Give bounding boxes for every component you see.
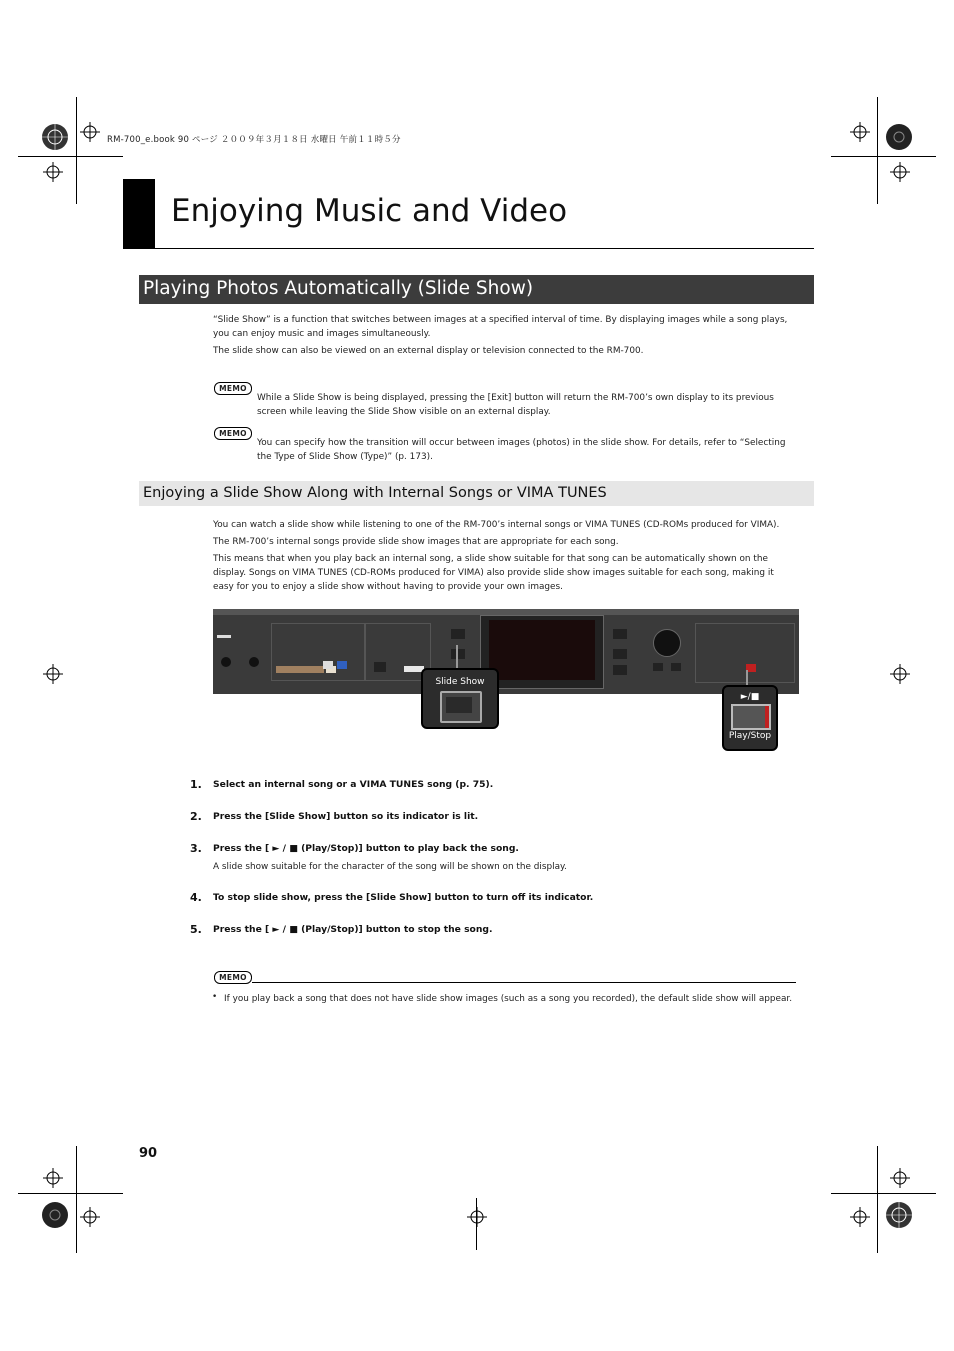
panel-label-mark bbox=[217, 635, 231, 638]
panel-button bbox=[671, 663, 681, 671]
crop-mark bbox=[831, 1193, 936, 1194]
slide-show-label: Slide Show bbox=[435, 677, 485, 687]
panel-button bbox=[613, 629, 627, 639]
bullet: • bbox=[212, 992, 218, 1002]
panel-button bbox=[613, 665, 627, 675]
crop-mark bbox=[76, 1146, 77, 1253]
step-number: 5. bbox=[190, 923, 202, 936]
crosshair-icon bbox=[890, 664, 910, 684]
dial-icon bbox=[653, 629, 681, 657]
page-number: 90 bbox=[139, 1146, 158, 1161]
registration-target-icon bbox=[884, 122, 914, 152]
play-stop-button bbox=[731, 704, 771, 730]
panel-button-blue bbox=[337, 661, 347, 669]
intro-paragraph: The slide show can also be viewed on an external display or television connected to the RM-700. bbox=[213, 346, 644, 356]
crosshair-icon bbox=[890, 162, 910, 182]
slide-show-button bbox=[440, 691, 482, 723]
play-stop-indicator bbox=[765, 706, 769, 728]
sub-paragraph: You can watch a slide show while listening to one of the RM-700’s internal songs or VIMA TUNES (CD-ROMs produced for VIMA). bbox=[213, 520, 780, 530]
registration-target-icon bbox=[40, 1200, 70, 1230]
registration-target-icon bbox=[40, 122, 70, 152]
play-stop-symbol: ►/■ bbox=[740, 692, 760, 702]
panel-button bbox=[451, 629, 465, 639]
chapter-title: Enjoying Music and Video bbox=[171, 193, 568, 229]
memo-text: You can specify how the transition will occur between images (photos) in the slide show. For details, refer to “Selecting the Type of Slide Show (Type)” (p. 173). bbox=[257, 438, 786, 462]
crosshair-icon bbox=[80, 1207, 100, 1227]
memo-badge: MEMO bbox=[214, 382, 252, 395]
crop-mark bbox=[76, 97, 77, 204]
step-number: 1. bbox=[190, 778, 202, 791]
step-text: Select an internal song or a VIMA TUNES song (p. 75). bbox=[213, 779, 494, 790]
crop-mark bbox=[18, 1193, 123, 1194]
crosshair-icon bbox=[890, 1168, 910, 1188]
intro-paragraph: “Slide Show” is a function that switches between images at a specified interval of time. By displaying images while a song plays, you can enjoy music and images simultaneously. bbox=[213, 315, 788, 339]
title-rule bbox=[123, 248, 814, 249]
step-number: 4. bbox=[190, 891, 202, 904]
crosshair-icon bbox=[43, 1168, 63, 1188]
crop-mark bbox=[18, 156, 123, 157]
memo-rule bbox=[252, 982, 796, 983]
step-text: Press the [ ► / ■ (Play/Stop)] button to stop the song. bbox=[213, 924, 493, 935]
crop-mark bbox=[877, 1146, 878, 1253]
panel-button bbox=[323, 661, 333, 669]
knob-icon bbox=[221, 657, 231, 667]
crosshair-icon bbox=[850, 122, 870, 142]
step-note: A slide show suitable for the character of the song will be shown on the display. bbox=[213, 862, 567, 872]
slide-show-button-face bbox=[446, 697, 472, 713]
play-stop-label: Play/Stop bbox=[728, 731, 772, 741]
variation-section bbox=[271, 623, 365, 681]
crosshair-icon bbox=[43, 664, 63, 684]
subsection-title: Enjoying a Slide Show Along with Internal Songs or VIMA TUNES bbox=[143, 485, 607, 501]
step-text: Press the [Slide Show] button so its indicator is lit. bbox=[213, 811, 479, 822]
sub-paragraph: This means that when you play back an internal song, a slide show suitable for that song can be automatically shown on the display. Songs on VIMA TUNES (CD-ROMs produced for VIMA) also provide slide show images suitable for each song, making it easy for you to enjoy a slide show without having to provide your own images. bbox=[213, 554, 774, 592]
panel-button bbox=[653, 663, 663, 671]
crop-mark bbox=[476, 1198, 477, 1250]
crop-mark bbox=[831, 156, 936, 157]
section-title: Playing Photos Automatically (Slide Show) bbox=[143, 278, 534, 299]
step-number: 2. bbox=[190, 810, 202, 823]
file-header: RM-700_e.book 90 ページ ２００９年３月１８日 水曜日 午前１１時５分 bbox=[107, 135, 401, 145]
chapter-marker bbox=[123, 179, 155, 249]
rm700-control-panel bbox=[213, 609, 799, 694]
memo-badge: MEMO bbox=[214, 427, 252, 440]
registration-target-icon bbox=[884, 1200, 914, 1230]
crop-mark bbox=[877, 97, 878, 204]
panel-button bbox=[374, 662, 386, 672]
knob-icon bbox=[249, 657, 259, 667]
variation-buttons bbox=[276, 666, 324, 673]
sub-paragraph: The RM-700’s internal songs provide slide show images that are appropriate for each song. bbox=[213, 537, 619, 547]
display-screen bbox=[489, 620, 595, 680]
crosshair-icon bbox=[80, 122, 100, 142]
crosshair-icon bbox=[43, 162, 63, 182]
crosshair-icon bbox=[850, 1207, 870, 1227]
panel-button bbox=[613, 649, 627, 659]
final-memo-text: If you play back a song that does not have slide show images (such as a song you recorded), the default slide show will appear. bbox=[224, 994, 793, 1004]
step-text: Press the [ ► / ■ (Play/Stop)] button to play back the song. bbox=[213, 843, 519, 854]
slide-show-callout bbox=[421, 668, 499, 729]
crosshair-icon bbox=[467, 1207, 487, 1227]
play-stop-callout bbox=[722, 685, 778, 751]
memo-badge: MEMO bbox=[214, 971, 252, 984]
memo-text: While a Slide Show is being displayed, pressing the [Exit] button will return the RM-700’s own display to its previous screen while leaving the Slide Show visible on an external display. bbox=[257, 393, 774, 417]
step-number: 3. bbox=[190, 842, 202, 855]
step-text: To stop slide show, press the [Slide Show] button to turn off its indicator. bbox=[213, 892, 594, 903]
